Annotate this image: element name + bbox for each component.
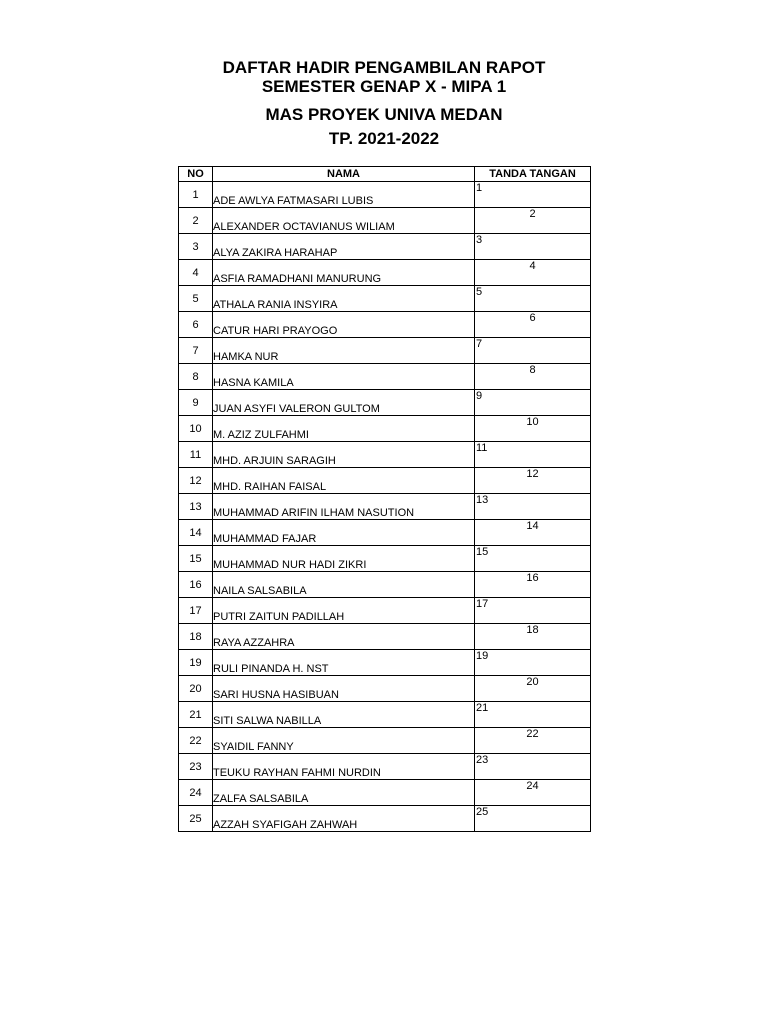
student-name: ALEXANDER OCTAVIANUS WILIAM xyxy=(213,208,475,234)
row-number: 17 xyxy=(179,598,213,624)
signature-cell xyxy=(475,780,591,806)
signature-cell xyxy=(475,312,591,338)
table-row xyxy=(179,520,591,546)
signature-number: 19 xyxy=(476,650,489,662)
signature-cell xyxy=(475,572,591,598)
row-number: 9 xyxy=(179,390,213,416)
student-name: JUAN ASYFI VALERON GULTOM xyxy=(213,390,475,416)
signature-number: 8 xyxy=(529,364,536,376)
table-row xyxy=(179,286,591,312)
signature-cell xyxy=(475,260,591,286)
table-row xyxy=(179,182,591,208)
row-number: 24 xyxy=(179,780,213,806)
signature-cell xyxy=(475,286,591,312)
school-name: MAS PROYEK UNIVA MEDAN xyxy=(265,105,503,124)
row-number: 8 xyxy=(179,364,213,390)
table-row xyxy=(179,234,591,260)
signature-cell xyxy=(475,494,591,520)
signature-number: 18 xyxy=(526,624,539,636)
table-row xyxy=(179,676,591,702)
row-number: 5 xyxy=(179,286,213,312)
signature-number: 5 xyxy=(476,286,483,298)
student-name: MUHAMMAD FAJAR xyxy=(213,520,475,546)
row-number: 10 xyxy=(179,416,213,442)
student-name: RAYA AZZAHRA xyxy=(213,624,475,650)
column-header-tanda-tangan: TANDA TANGAN xyxy=(475,167,591,182)
row-number: 14 xyxy=(179,520,213,546)
signature-number: 12 xyxy=(526,468,539,480)
signature-cell xyxy=(475,338,591,364)
table-row xyxy=(179,390,591,416)
signature-cell xyxy=(475,650,591,676)
table-row xyxy=(179,442,591,468)
signature-cell xyxy=(475,754,591,780)
signature-cell xyxy=(475,182,591,208)
row-number: 25 xyxy=(179,806,213,832)
student-name: MHD. ARJUIN SARAGIH xyxy=(213,442,475,468)
table-row xyxy=(179,650,591,676)
table-row xyxy=(179,598,591,624)
signature-number: 14 xyxy=(526,520,539,532)
signature-number: 15 xyxy=(476,546,489,558)
table-row xyxy=(179,312,591,338)
row-number: 20 xyxy=(179,676,213,702)
signature-cell xyxy=(475,442,591,468)
student-name: RULI PINANDA H. NST xyxy=(213,650,475,676)
signature-number: 23 xyxy=(476,754,489,766)
signature-cell xyxy=(475,806,591,832)
signature-number: 2 xyxy=(529,208,536,220)
signature-cell xyxy=(475,520,591,546)
signature-cell xyxy=(475,390,591,416)
table-row xyxy=(179,208,591,234)
signature-number: 20 xyxy=(526,676,539,688)
student-name: PUTRI ZAITUN PADILLAH xyxy=(213,598,475,624)
signature-number: 10 xyxy=(526,416,539,428)
column-header-nama: NAMA xyxy=(213,167,475,182)
signature-cell xyxy=(475,624,591,650)
signature-cell xyxy=(475,208,591,234)
signature-number: 13 xyxy=(476,494,489,506)
signature-cell xyxy=(475,364,591,390)
row-number: 3 xyxy=(179,234,213,260)
row-number: 12 xyxy=(179,468,213,494)
student-name: CATUR HARI PRAYOGO xyxy=(213,312,475,338)
student-name: M. AZIZ ZULFAHMI xyxy=(213,416,475,442)
table-header-row xyxy=(179,167,591,182)
signature-cell xyxy=(475,728,591,754)
signature-number: 7 xyxy=(476,338,483,350)
table-row xyxy=(179,728,591,754)
table-row xyxy=(179,754,591,780)
table-row xyxy=(179,702,591,728)
row-number: 6 xyxy=(179,312,213,338)
signature-cell xyxy=(475,468,591,494)
student-name: HASNA KAMILA xyxy=(213,364,475,390)
row-number: 2 xyxy=(179,208,213,234)
signature-cell xyxy=(475,416,591,442)
table-row xyxy=(179,806,591,832)
table-row xyxy=(179,468,591,494)
row-number: 7 xyxy=(179,338,213,364)
table-body xyxy=(179,182,591,832)
signature-number: 16 xyxy=(526,572,539,584)
signature-cell xyxy=(475,546,591,572)
table-row xyxy=(179,338,591,364)
student-name: AZZAH SYAFIGAH ZAHWAH xyxy=(213,806,475,832)
document-subtitle-class: SEMESTER GENAP X - MIPA 1 xyxy=(261,77,507,96)
student-name: ZALFA SALSABILA xyxy=(213,780,475,806)
row-number: 11 xyxy=(179,442,213,468)
student-name: MUHAMMAD NUR HADI ZIKRI xyxy=(213,546,475,572)
signature-number: 21 xyxy=(476,702,489,714)
signature-number: 22 xyxy=(526,728,539,740)
signature-cell xyxy=(475,234,591,260)
row-number: 18 xyxy=(179,624,213,650)
signature-number: 17 xyxy=(476,598,489,610)
signature-number: 25 xyxy=(476,806,489,818)
student-name: TEUKU RAYHAN FAHMI NURDIN xyxy=(213,754,475,780)
signature-number: 1 xyxy=(476,182,483,194)
student-name: ATHALA RANIA INSYIRA xyxy=(213,286,475,312)
column-header-no: NO xyxy=(179,167,213,182)
row-number: 4 xyxy=(179,260,213,286)
table-row xyxy=(179,546,591,572)
row-number: 23 xyxy=(179,754,213,780)
student-name: ASFIA RAMADHANI MANURUNG xyxy=(213,260,475,286)
table-row xyxy=(179,416,591,442)
signature-number: 9 xyxy=(476,390,483,402)
student-name: MUHAMMAD ARIFIN ILHAM NASUTION xyxy=(213,494,475,520)
row-number: 21 xyxy=(179,702,213,728)
row-number: 19 xyxy=(179,650,213,676)
signature-number: 4 xyxy=(529,260,536,272)
signature-number: 24 xyxy=(526,780,539,792)
student-name: SYAIDIL FANNY xyxy=(213,728,475,754)
table-row xyxy=(179,780,591,806)
student-name: SARI HUSNA HASIBUAN xyxy=(213,676,475,702)
attendance-table xyxy=(178,166,591,832)
table-row xyxy=(179,572,591,598)
academic-year: TP. 2021-2022 xyxy=(328,129,440,148)
student-name: MHD. RAIHAN FAISAL xyxy=(213,468,475,494)
table-row xyxy=(179,624,591,650)
student-name: NAILA SALSABILA xyxy=(213,572,475,598)
signature-cell xyxy=(475,676,591,702)
row-number: 15 xyxy=(179,546,213,572)
table-row xyxy=(179,364,591,390)
student-name: ALYA ZAKIRA HARAHAP xyxy=(213,234,475,260)
row-number: 13 xyxy=(179,494,213,520)
row-number: 1 xyxy=(179,182,213,208)
student-name: HAMKA NUR xyxy=(213,338,475,364)
signature-cell xyxy=(475,702,591,728)
student-name: ADE AWLYA FATMASARI LUBIS xyxy=(213,182,475,208)
signature-number: 11 xyxy=(476,442,488,454)
signature-number: 6 xyxy=(529,312,536,324)
row-number: 16 xyxy=(179,572,213,598)
student-name: SITI SALWA NABILLA xyxy=(213,702,475,728)
table-row xyxy=(179,260,591,286)
row-number: 22 xyxy=(179,728,213,754)
signature-number: 3 xyxy=(476,234,483,246)
table-row xyxy=(179,494,591,520)
document-title: DAFTAR HADIR PENGAMBILAN RAPOT xyxy=(222,58,546,77)
signature-cell xyxy=(475,598,591,624)
